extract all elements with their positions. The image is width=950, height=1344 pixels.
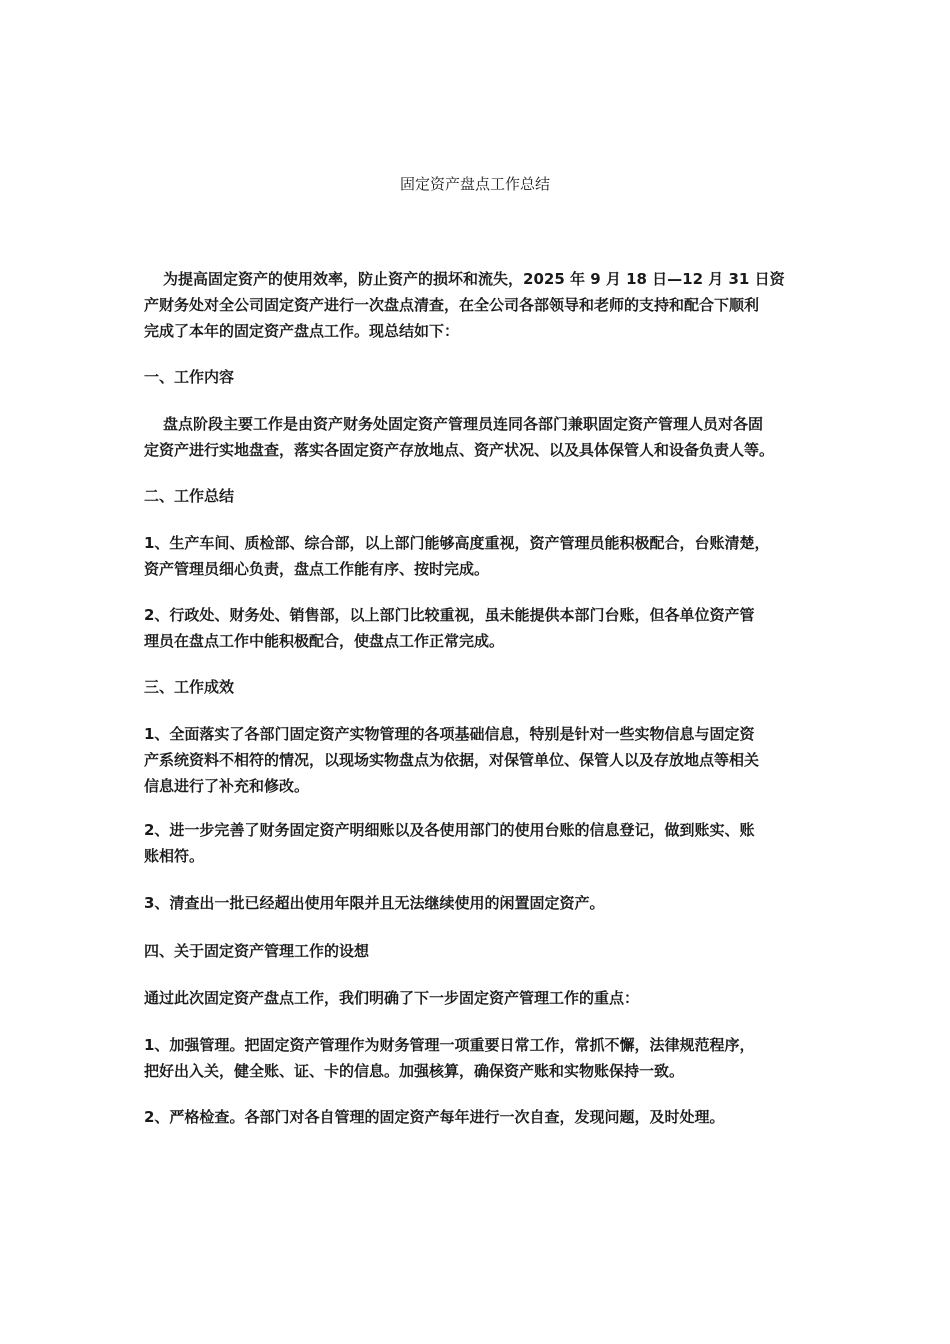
paragraph-line: 理员在盘点工作中能积极配合，使盘点工作正常完成。	[144, 632, 505, 650]
paragraph-line: 账相符。	[144, 847, 205, 865]
paragraph-line: 2、严格检查。各部门对各自管理的固定资产每年进行一次自查，发现问题，及时处理。	[144, 1108, 725, 1126]
section-heading-1: 一、工作内容	[144, 368, 235, 386]
section-heading-3: 三、工作成效	[144, 678, 235, 696]
section-3-item-1	[144, 721, 810, 799]
document-title: 固定资产盘点工作总结	[399, 175, 550, 193]
paragraph-line: 资产管理员细心负责，盘点工作能有序、按时完成。	[144, 560, 490, 578]
paragraph-line: 1、全面落实了各部门固定资产实物管理的各项基础信息，特别是针对一些实物信息与固定资	[144, 725, 755, 743]
paragraph-line: 信息进行了补充和修改。	[144, 777, 310, 795]
section-3-item-2	[144, 817, 810, 869]
section-heading-2: 二、工作总结	[144, 487, 235, 505]
paragraph-line: 把好出入关，健全账、证、卡的信息。加强核算，确保资产账和实物账保持一致。	[144, 1062, 685, 1080]
intro-line: 完成了本年的固定资产盘点工作。现总结如下：	[144, 322, 460, 340]
section-2-item-1	[144, 530, 810, 582]
section-3-item-3	[144, 890, 810, 916]
paragraph-line: 2、行政处、财务处、销售部，以上部门比较重视，虽未能提供本部门台账，但各单位资产管	[144, 606, 755, 624]
intro-line: 产财务处对全公司固定资产进行一次盘点清查，在全公司各部领导和老师的支持和配合下顺利	[144, 296, 760, 314]
section-2-item-2	[144, 602, 810, 654]
paragraph-line: 产系统资料不相符的情况，以现场实物盘点为依据，对保管单位、保管人以及存放地点等相关	[144, 751, 760, 769]
paragraph-line: 定资产进行实地盘查，落实各固定资产存放地点、资产状况、以及具体保管人和设备负责人等。	[144, 441, 775, 459]
paragraph-line: 1、生产车间、质检部、综合部，以上部门能够高度重视，资产管理员能积极配合，台账清楚，	[144, 534, 770, 552]
paragraph-line: 2、进一步完善了财务固定资产明细账以及各使用部门的使用台账的信息登记，做到账实、账	[144, 821, 755, 839]
paragraph-line: 盘点阶段主要工作是由资产财务处固定资产管理员连同各部门兼职固定资产管理人员对各固	[163, 415, 764, 433]
section-4-lead: 通过此次固定资产盘点工作，我们明确了下一步固定资产管理工作的重点：	[144, 989, 640, 1007]
section-1-paragraph	[144, 411, 810, 463]
paragraph-line: 1、加强管理。把固定资产管理作为财务管理一项重要日常工作，常抓不懈，法律规范程序，	[144, 1036, 755, 1054]
intro-line: 为提高固定资产的使用效率，防止资产的损坏和流失，2025 年 9 月 18 日—12 月 31 日资	[163, 270, 785, 288]
section-heading-4: 四、关于固定资产管理工作的设想	[144, 942, 370, 960]
section-4-item-2	[144, 1104, 810, 1130]
paragraph-line: 3、清查出一批已经超出使用年限并且无法继续使用的闲置固定资产。	[144, 894, 605, 912]
intro-paragraph	[144, 266, 810, 344]
section-4-item-1	[144, 1032, 810, 1084]
